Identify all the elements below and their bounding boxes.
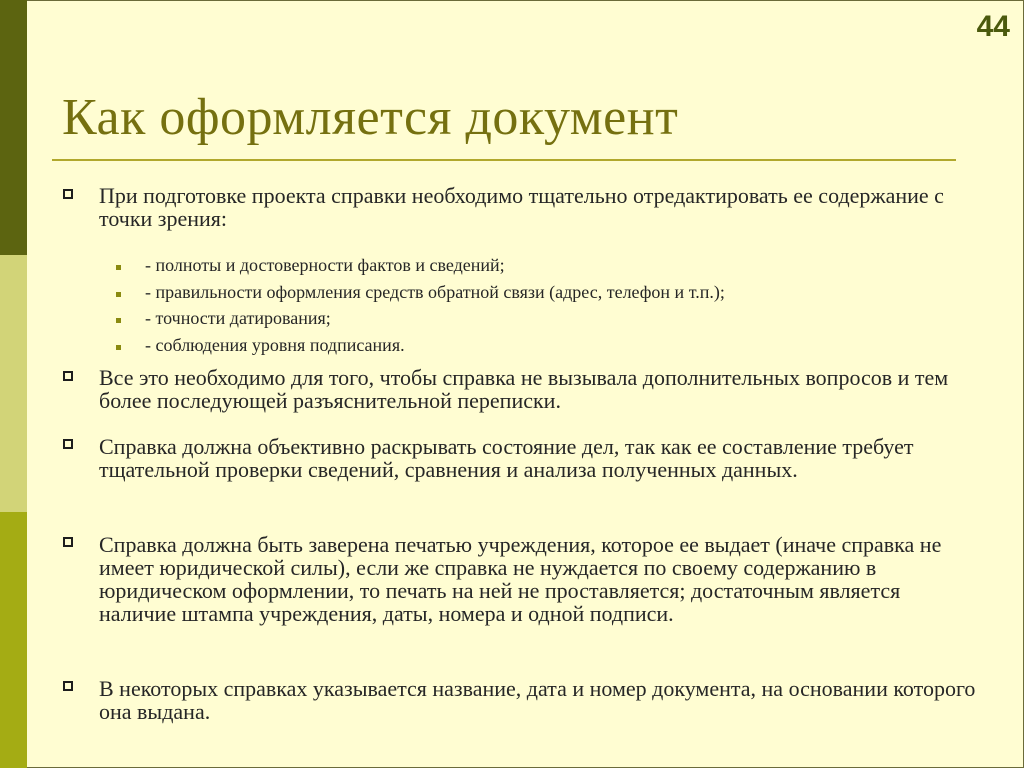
square-bullet-icon [63,189,75,201]
square-bullet-icon [63,537,75,549]
page-number: 44 [976,10,1010,43]
square-bullet-icon [63,371,75,383]
sub-bullet-icon [116,345,121,350]
sub-bullet-icon [116,265,121,270]
sub-bullet-icon [116,292,121,297]
square-bullet-icon [63,681,75,693]
bullet-text: В некоторых справках указывается название, дата и номер документа, на основании которого она выдана. [99,676,976,724]
sub-bullet-text: - полноты и достоверности фактов и сведений; [145,255,505,275]
square-bullet-icon [63,439,75,451]
bullet-text: При подготовке проекта справки необходимо тщательно отредактировать ее содержание с точки зрения: [99,183,944,231]
sub-bullet-text: - точности датирования; [145,308,331,328]
bullet-text: Справка должна объективно раскрывать состояние дел, так как ее составление требует тщательной проверки сведений, сравнения и анализа полученных данных. [99,434,914,482]
bullet-text: Все это необходимо для того, чтобы справка не вызывала дополнительных вопросов и тем более последующей разъяснительной переписки. [99,365,949,413]
bullet-text: Справка должна быть заверена печатью учреждения, которое ее выдает (иначе справка не имеет юридической силы), если же справка не нуждается по своему содержанию в юридическом оформлении, то печать на ней не проставляется; достаточным является наличие штампа учреждения, даты, номера и одной подписи. [99,532,942,626]
sub-bullet-text: - правильности оформления средств обратной связи (адрес, телефон и т.п.); [145,282,725,302]
sub-bullet-text: - соблюдения уровня подписания. [145,335,405,355]
slide-title: Как оформляется документ [62,89,679,146]
sub-bullet-icon [116,318,121,323]
